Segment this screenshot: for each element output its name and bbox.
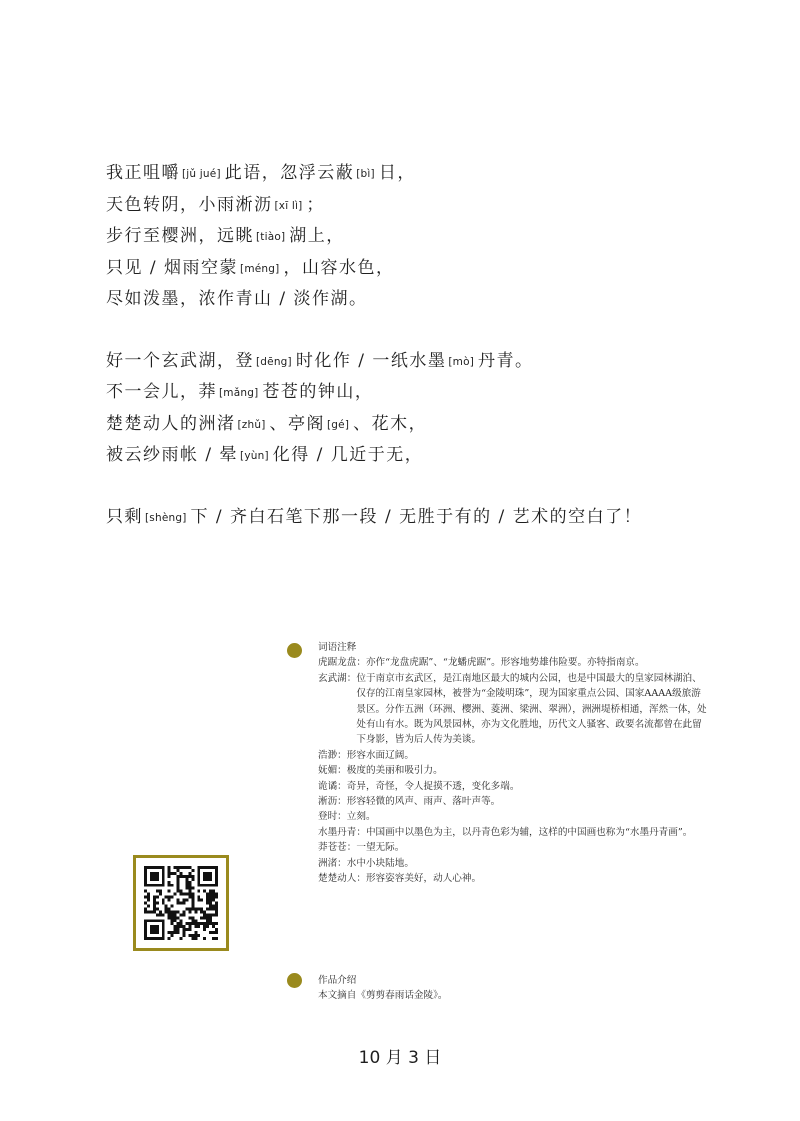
work-intro <box>318 973 448 1004</box>
qr-code-icon <box>144 866 218 940</box>
notes-list <box>318 655 708 886</box>
poem-text: 、亭阁 <box>269 413 326 434</box>
note-entry <box>318 825 708 840</box>
notes-title: 词语注释 <box>318 642 357 653</box>
poem-line <box>106 502 746 534</box>
note-definition: 中国画中以墨色为主，以丹青色彩为辅，这样的中国画也称为“水墨丹青画”。 <box>365 826 693 838</box>
note-entry <box>318 779 708 794</box>
poem-text: 天色转阴，小雨淅沥 <box>106 194 273 215</box>
pinyin-annotation: [zhǔ] <box>237 418 266 431</box>
poem-line <box>106 253 746 285</box>
poem-text: 步行至樱洲，远眺 <box>106 226 254 246</box>
note-term: 楚楚动人： <box>318 873 366 885</box>
note-entry <box>318 809 708 824</box>
poem-text: 只见 / 烟雨空蒙 <box>106 257 239 278</box>
note-entry <box>318 671 708 748</box>
poem-text: 、花木， <box>353 413 428 434</box>
pinyin-annotation: [bì] <box>356 168 375 180</box>
pinyin-annotation: [tiào] <box>256 231 286 243</box>
note-term: 妩媚： <box>318 765 347 777</box>
poem-line <box>106 221 746 253</box>
poem-text: 下 / 齐白石笔下那一段 / 无胜于有的 / 艺术的空白了！ <box>190 506 643 527</box>
note-entry <box>318 763 708 778</box>
note-definition: 亦作“龙盘虎踞”、“龙蟠虎踞”。形容地势雄伟险要。亦特指南京。 <box>365 657 645 669</box>
poem-text: 此语，忽浮云蔽 <box>224 163 355 183</box>
poem-text: 时化作 / 一纸水墨 <box>295 350 447 371</box>
stanza-gap <box>106 316 746 346</box>
pinyin-annotation: [dēng] <box>256 355 292 368</box>
notes-bullet-icon <box>287 643 302 658</box>
intro-text: 本文摘自《剪剪春雨话金陵》。 <box>318 990 448 1002</box>
poem-text: 不一会儿，莽 <box>106 382 217 402</box>
poem-text: ，山容水色， <box>283 257 395 278</box>
pinyin-annotation: [mǎng] <box>219 387 259 399</box>
pinyin-annotation: [mò] <box>448 355 475 368</box>
note-term: 洲渚： <box>318 857 347 869</box>
note-definition: 形容轻微的风声、雨声、落叶声等。 <box>346 796 501 808</box>
page-date: 10 月 3 日 <box>358 1048 442 1068</box>
intro-title: 作品介绍 <box>318 975 357 986</box>
note-term: 淅沥： <box>318 796 347 808</box>
stanza-gap <box>106 472 746 502</box>
poem-text: 化得 / 几近于无， <box>272 445 424 465</box>
note-term: 浩渺： <box>318 749 347 761</box>
pinyin-annotation: [gé] <box>327 418 350 431</box>
poem-text: 好一个玄武湖，登 <box>106 350 254 371</box>
poem-line <box>106 440 746 472</box>
note-term: 诡谲： <box>318 780 347 792</box>
poem-body <box>106 158 746 533</box>
poem-text: 只剩 <box>106 506 143 527</box>
word-notes <box>318 640 708 886</box>
poem-line <box>106 284 746 316</box>
poem-text: 日， <box>378 163 416 183</box>
note-definition: 一望无际。 <box>356 842 405 854</box>
pinyin-annotation: [méng] <box>240 262 280 275</box>
note-term: 莽苍苍： <box>318 842 357 854</box>
pinyin-annotation: [yùn] <box>240 450 269 462</box>
note-definition: 位于南京市玄武区，是江南地区最大的城内公园，也是中国最大的皇家园林湖泊、仅存的江南皇家园林，被誉为“金陵明珠”，现为国家重点公园、国家AAAA级旅游景区。分作五洲（环洲、樱洲、菱洲、梁洲、翠洲），洲洲堤桥相通，浑然一体，处处有山有水。既为风景园林，亦为文化胜地，历代文人骚客、政要名流都曾在此留下身影，皆为后人传为美谈。 <box>356 672 707 746</box>
note-term: 玄武湖： <box>318 672 357 684</box>
poem-line <box>106 158 746 190</box>
note-definition: 形容姿容美好，动人心神。 <box>365 873 482 885</box>
poem-line <box>106 377 746 409</box>
pinyin-annotation: [xī lì] <box>274 199 303 212</box>
note-definition: 极度的美丽和吸引力。 <box>346 765 443 777</box>
poem-text: 楚楚动人的洲渚 <box>106 413 236 434</box>
intro-bullet-icon <box>287 973 302 988</box>
poem-text: 湖上， <box>289 226 345 246</box>
poem-text: 尽如泼墨，浓作青山 / 淡作湖。 <box>106 289 368 309</box>
poem-text: 丹青。 <box>478 350 534 371</box>
note-definition: 形容水面辽阔。 <box>346 749 414 761</box>
poem-text: 被云纱雨帐 / 晕 <box>106 445 239 465</box>
poem-text: ； <box>306 194 325 215</box>
note-entry <box>318 748 708 763</box>
note-definition: 奇异，奇怪，令人捉摸不透，变化多端。 <box>346 780 520 792</box>
note-term: 水墨丹青： <box>318 826 366 838</box>
note-definition: 立刻。 <box>346 811 376 823</box>
note-term: 登时： <box>318 811 347 823</box>
note-term: 虎踞龙盘： <box>318 657 366 669</box>
poem-line <box>106 409 746 441</box>
note-definition: 水中小块陆地。 <box>346 857 414 869</box>
note-entry <box>318 871 708 886</box>
note-entry <box>318 794 708 809</box>
poem-line <box>106 190 746 222</box>
poem-text: 苍苍的钟山， <box>262 382 374 402</box>
poem-text: 我正咀嚼 <box>106 163 180 183</box>
qr-code-frame <box>133 855 229 951</box>
note-entry <box>318 655 708 670</box>
note-entry <box>318 856 708 871</box>
note-entry <box>318 840 708 855</box>
pinyin-annotation: [jǔ jué] <box>182 168 221 180</box>
poem-line <box>106 346 746 378</box>
pinyin-annotation: [shèng] <box>145 511 187 524</box>
